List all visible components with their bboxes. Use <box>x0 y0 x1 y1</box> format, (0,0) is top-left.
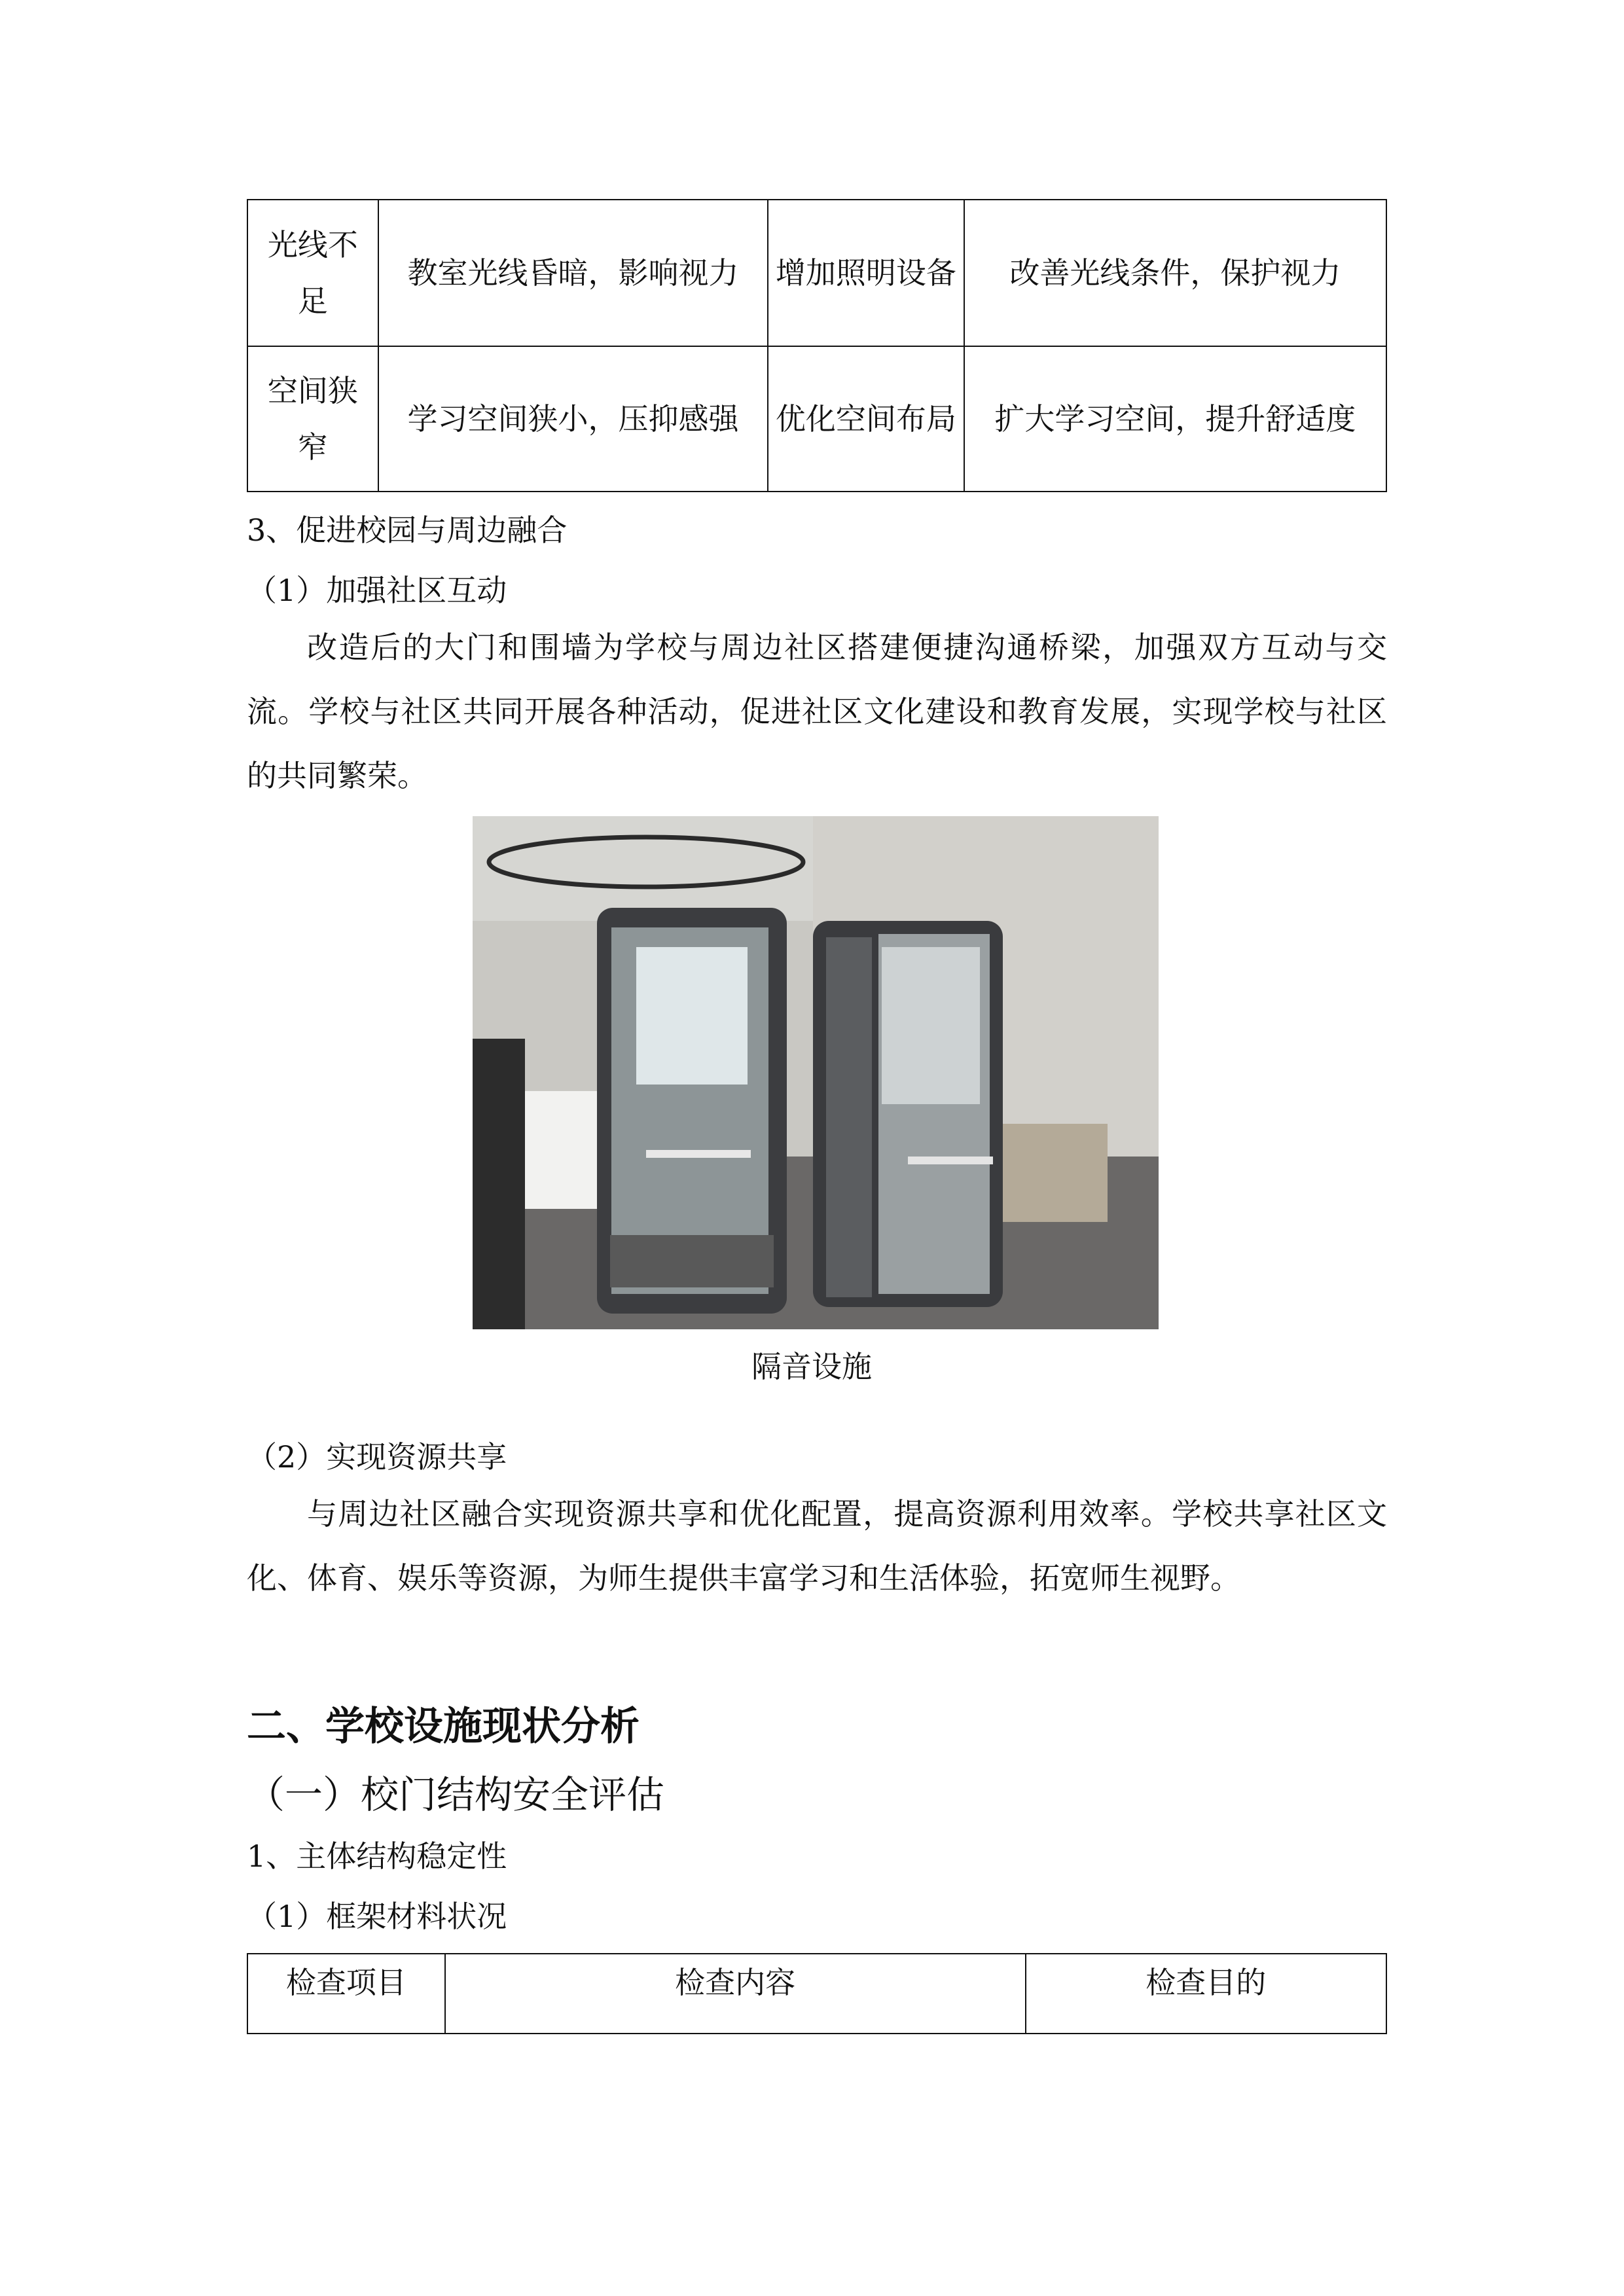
table-cell: 改善光线条件，保护视力 <box>964 200 1386 346</box>
paragraph: 改造后的大门和围墙为学校与周边社区搭建便捷沟通桥梁，加强双方互动与交流。学校与社区共同开展各种活动，促进社区文化建设和教育发展，实现学校与社区的共同繁荣。 <box>247 630 1387 793</box>
table-cell: 优化空间布局 <box>768 346 964 492</box>
table-cell: 教室光线昏暗，影响视力 <box>378 200 768 346</box>
item-heading: 1、主体结构稳定性 <box>247 1839 507 1874</box>
table-cell: 学习空间狭小，压抑感强 <box>378 346 768 492</box>
subsection-heading: （1）加强社区互动 <box>247 573 507 608</box>
inspection-table <box>247 1953 1387 2034</box>
sound-booth-photo <box>473 816 1159 1329</box>
table-header-cell: 检查项目 <box>247 1954 445 2034</box>
table-cell: 增加照明设备 <box>768 200 964 346</box>
photo-illustration <box>473 816 1159 1329</box>
table-header-cell: 检查目的 <box>1026 1954 1386 2034</box>
table-header-row <box>247 1954 1386 2034</box>
paragraph: 与周边社区融合实现资源共享和优化配置，提高资源利用效率。学校共享社区文化、体育、娱乐等资源，为师生提供丰富学习和生活体验，拓宽师生视野。 <box>247 1496 1387 1596</box>
table-row <box>247 200 1386 346</box>
subsection-heading: （2）实现资源共享 <box>247 1439 507 1475</box>
table-cell: 光线不足 <box>247 200 378 346</box>
section-title: 二、学校设施现状分析 <box>247 1704 640 1749</box>
measures-table <box>247 199 1387 492</box>
item-subheading: （1）框架材料状况 <box>247 1899 507 1934</box>
table-row <box>247 346 1386 492</box>
table-cell: 扩大学习空间，提升舒适度 <box>964 346 1386 492</box>
photo-caption: 隔音设施 <box>751 1349 872 1384</box>
table-header-cell: 检查内容 <box>445 1954 1026 2034</box>
section-heading: 3、促进校园与周边融合 <box>247 512 568 548</box>
subsection-title: （一）校门结构安全评估 <box>247 1772 665 1817</box>
table-cell: 空间狭窄 <box>247 346 378 492</box>
